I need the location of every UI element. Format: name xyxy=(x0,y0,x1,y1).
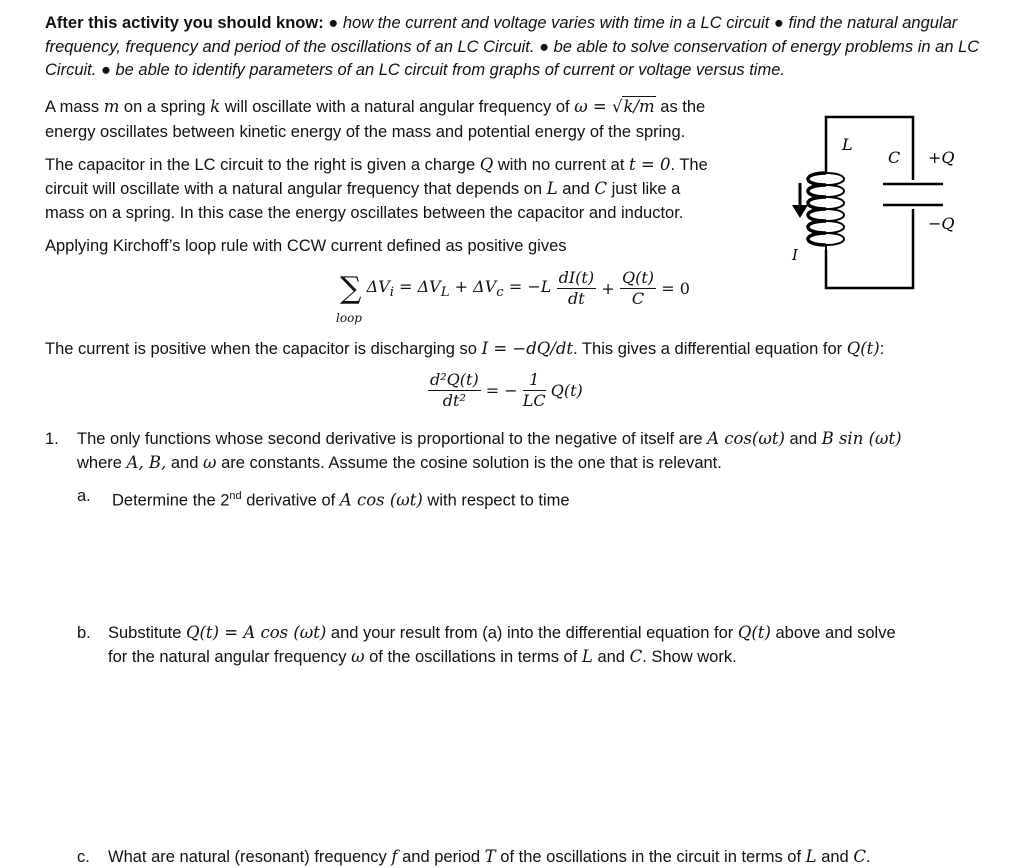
math-Qt: Q(t) xyxy=(846,339,880,358)
label-minus-Q: −Q xyxy=(928,214,955,233)
math-Acos: A cos(ωt) xyxy=(707,429,785,448)
text: . xyxy=(865,848,871,866)
fraction-d2Q-dt2 xyxy=(428,370,481,411)
label-I: I xyxy=(792,246,798,264)
question-1-number: 1. xyxy=(45,430,59,448)
math-t0: t = 0 xyxy=(629,155,671,174)
math-m: m xyxy=(103,97,120,116)
part-b-label: b. xyxy=(77,624,91,642)
text: as the xyxy=(655,98,706,116)
text: on a spring xyxy=(119,98,211,116)
learning-objectives xyxy=(45,12,985,83)
math-Bsin: B sin (ωt) xyxy=(821,429,902,448)
intro-paragraph-1 xyxy=(45,96,705,118)
math-T: T xyxy=(484,847,496,866)
text: with no current at xyxy=(493,156,629,174)
math-L: L xyxy=(581,647,593,666)
intro-paragraph-3: Applying Kirchoff’s loop rule with CCW current defined as positive gives xyxy=(45,237,567,255)
math: + ΔV xyxy=(449,276,497,296)
text: of the oscillations in the circuit in terms of xyxy=(495,848,806,866)
text: Substitute xyxy=(108,624,186,642)
frac-num: Q(t) xyxy=(622,268,655,287)
part-a-label: a. xyxy=(77,487,91,505)
bullet-icon: ● xyxy=(773,14,789,32)
text: are constants. Assume the cosine solution is the one that is relevant. xyxy=(216,454,722,472)
text: The current is positive when the capacitor is discharging so xyxy=(45,340,482,358)
math: = −L xyxy=(503,276,552,296)
objective-item: find the natural angular frequency, frequency and period of the oscillations of an LC Circuit. xyxy=(45,14,958,56)
text: circuit will oscillate with a natural angular frequency that depends on xyxy=(45,180,547,198)
text: and xyxy=(166,454,204,472)
objective-item: be able to identify parameters of an LC circuit from graphs of current or voltage versus time. xyxy=(115,61,785,79)
text: Determine the 2 xyxy=(112,491,230,510)
text: A mass xyxy=(45,98,104,116)
label-plus-Q: +Q xyxy=(928,148,955,167)
objective-item: how the current and voltage varies with time in a LC circuit xyxy=(342,14,770,32)
loop-equation-lhs xyxy=(366,276,552,301)
frac-den: LC xyxy=(522,391,546,410)
text: What are natural (resonant) frequency xyxy=(108,848,392,866)
math-C: C xyxy=(853,847,866,866)
intro-paragraph-2-line3: mass on a spring. In this case the energy oscillates between the capacitor and inductor. xyxy=(45,204,684,222)
math-C: C xyxy=(629,647,643,666)
bullet-icon: ● xyxy=(328,14,343,32)
text: and period xyxy=(397,848,485,866)
part-a-text xyxy=(112,485,570,512)
math-f: f xyxy=(391,847,398,866)
text: The only functions whose second derivative is proportional to the negative of itself are xyxy=(77,430,708,448)
label-L: L xyxy=(842,135,853,154)
fraction-Q-C xyxy=(620,268,656,309)
frac-num: dI(t) xyxy=(558,268,595,287)
current-arrow-icon xyxy=(792,183,808,218)
fraction-dI-dt xyxy=(557,268,596,309)
text: will oscillate with a natural angular frequency of xyxy=(220,98,575,116)
math-sqrt-k-over-m: k/m xyxy=(623,97,655,116)
bullet-icon: ● xyxy=(100,61,116,79)
text: for the natural angular frequency xyxy=(108,648,352,666)
text: and xyxy=(557,180,595,198)
math-omega: ω xyxy=(203,453,217,472)
objectives-heading: After this activity you should know: xyxy=(45,14,324,32)
math-omega: ω = xyxy=(574,97,612,116)
text: . This gives a differential equation for xyxy=(573,340,847,358)
differential-equation xyxy=(428,370,583,411)
part-b-line1 xyxy=(108,622,896,644)
frac-num: 1 xyxy=(523,370,546,391)
text: and xyxy=(784,430,822,448)
math-current: I = −dQ/dt xyxy=(481,339,574,358)
math: ΔV xyxy=(366,276,390,296)
text: just like a xyxy=(607,180,681,198)
intro-paragraph-2-line2 xyxy=(45,178,680,200)
label-C: C xyxy=(888,148,901,167)
text: and xyxy=(816,848,854,866)
text: above and solve xyxy=(770,624,896,642)
superscript: nd xyxy=(229,490,242,502)
inductor-coil-icon xyxy=(808,173,844,250)
math-plus: + xyxy=(601,279,615,298)
text: where xyxy=(77,454,127,472)
text: with respect to time xyxy=(422,491,570,510)
text: : xyxy=(879,340,885,358)
text: and your result from (a) into the differential equation for xyxy=(326,624,738,642)
text: . Show work. xyxy=(642,648,737,666)
math-Qt-eq: Q(t) = A cos (ωt) xyxy=(185,623,327,642)
objective-item: be able to solve conservation of energy problems in an LC Circuit. xyxy=(45,37,980,79)
frac-den: C xyxy=(631,289,645,308)
loop-equation xyxy=(340,268,690,309)
text: The capacitor in the LC circuit to the right is given a charge xyxy=(45,156,480,174)
frac-num: d²Q(t) xyxy=(430,370,479,389)
frac-den: dt xyxy=(568,289,585,308)
math-eq: = − xyxy=(485,381,518,400)
part-c-text xyxy=(108,846,871,868)
text: derivative of xyxy=(241,491,340,510)
question-1-line2 xyxy=(77,452,722,474)
math-sub: i xyxy=(389,285,395,301)
text: and xyxy=(592,648,630,666)
math: = ΔV xyxy=(394,276,441,296)
math-rhs: = 0 xyxy=(661,279,690,298)
math-L: L xyxy=(805,847,817,866)
text: of the oscillations in terms of xyxy=(364,648,582,666)
part-c-label: c. xyxy=(77,848,90,866)
current-paragraph xyxy=(45,338,884,360)
fraction-1-LC xyxy=(523,370,546,411)
bottom-wire xyxy=(826,209,913,288)
math-sub: L xyxy=(440,285,450,301)
math-Acos: A cos (ωt) xyxy=(339,490,423,510)
lc-circuit-diagram xyxy=(770,105,980,300)
bullet-icon: ● xyxy=(539,37,554,56)
text: . The xyxy=(670,156,708,174)
question-1-line1 xyxy=(77,428,902,450)
sigma-subscript: loop xyxy=(336,311,362,325)
part-b-line2 xyxy=(108,646,737,668)
frac-den: dt² xyxy=(442,391,466,410)
math-L: L xyxy=(546,179,558,198)
math-Q: Q xyxy=(479,155,494,174)
math-vars: A, B, xyxy=(126,453,167,472)
math-sub: c xyxy=(496,285,504,301)
math-k: k xyxy=(210,97,221,116)
intro-paragraph-2 xyxy=(45,154,708,176)
math-omega: ω xyxy=(351,647,365,666)
sigma-symbol: ∑ xyxy=(340,271,362,306)
math-C: C xyxy=(594,179,607,198)
math-Qt: Q(t) xyxy=(550,381,583,400)
intro-paragraph-1-line2: energy oscillates between kinetic energy of the mass and potential energy of the spring. xyxy=(45,123,686,141)
sqrt-sign: √ xyxy=(611,97,623,116)
math-Qt: Q(t) xyxy=(737,623,771,642)
